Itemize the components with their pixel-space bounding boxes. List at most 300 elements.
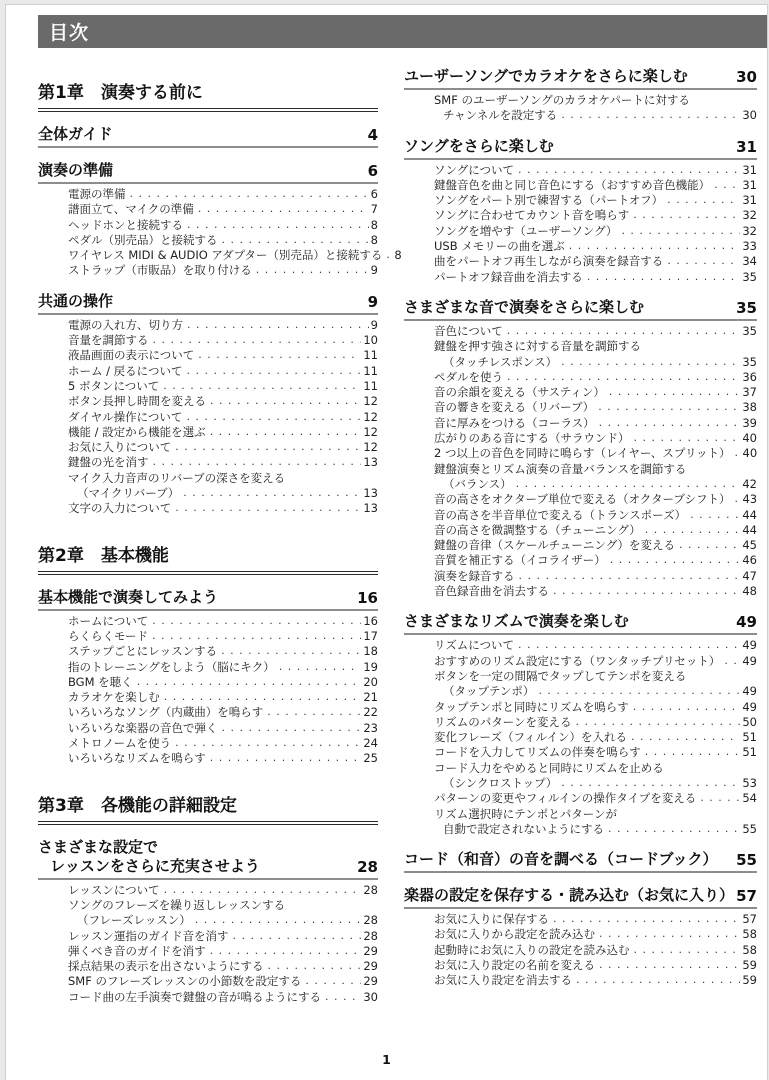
entry-text: 音色録音曲を消去する	[434, 584, 549, 599]
entry-text: ボタンを一定の間隔でタップしてテンポを変える	[434, 668, 687, 683]
entry-page: 43	[742, 492, 758, 507]
entry-text: 譜面立て、マイクの準備	[68, 202, 194, 217]
section-heading	[404, 612, 757, 635]
dot-leader	[712, 178, 740, 193]
dot-leader	[551, 584, 740, 599]
entry-page: 21	[363, 690, 378, 705]
entry-page: 13	[363, 455, 378, 470]
entry-text: ホーム / 戻るについて	[68, 363, 183, 378]
section-title-group	[404, 67, 688, 86]
toc-entry-continuation	[404, 477, 757, 492]
entry-text: リズムについて	[434, 638, 515, 653]
section-page: 57	[736, 887, 757, 906]
entry-page: 59	[742, 958, 757, 973]
dot-leader	[220, 233, 369, 248]
dot-leader	[208, 394, 361, 409]
dot-leader	[323, 990, 361, 1005]
section-page: 55	[736, 851, 757, 870]
entry-text: 文字の入力について	[68, 501, 172, 516]
toc-entry	[404, 492, 757, 507]
dot-leader	[193, 913, 362, 928]
section-title-line2: レッスンをさらに充実させよう	[50, 856, 260, 875]
toc-entry	[38, 318, 378, 333]
dot-leader	[516, 163, 740, 178]
entry-page: 12	[363, 440, 378, 455]
toc-entry	[38, 263, 378, 278]
entry-text-line2: 自動で設定されないようにする	[443, 821, 604, 836]
section-page: 30	[736, 68, 757, 86]
section-title: コード（和音）の音を調べる（コードブック）	[404, 850, 718, 869]
toc-column-right	[404, 54, 767, 1005]
toc-columns	[38, 54, 767, 1005]
dot-leader	[151, 455, 362, 470]
toc-entry	[38, 425, 378, 440]
toc-entry	[404, 638, 757, 653]
dot-leader	[631, 700, 741, 715]
dot-leader	[643, 745, 741, 760]
entry-page: 28	[363, 882, 378, 897]
toc-entry-continuation	[38, 913, 378, 928]
entry-text: 音の高さを半音単位で変える（トランスポーズ）	[434, 507, 687, 522]
toc-entry	[404, 730, 757, 745]
entry-page: 35	[742, 323, 757, 338]
entry-text: コードを入力してリズムの伴奏を鳴らす	[434, 745, 641, 760]
section-page: 28	[357, 857, 378, 876]
page-title: 目次	[49, 22, 90, 44]
toc-entry	[404, 745, 757, 760]
toc-entry	[38, 705, 378, 720]
dot-leader	[722, 654, 740, 669]
entry-page: 29	[363, 943, 378, 958]
toc-entry	[404, 973, 757, 988]
dot-leader	[208, 751, 362, 766]
entry-page: 24	[363, 736, 378, 751]
entry-text: 弾くべき音のガイドを消す	[68, 943, 206, 958]
dot-leader	[173, 736, 361, 751]
entry-page: 29	[363, 959, 378, 974]
dot-leader	[629, 730, 740, 745]
entry-text: おすすめのリズム設定にする（ワンタッチプリセット）	[434, 653, 721, 668]
entry-text-line2: チャンネルを設定する	[443, 108, 558, 123]
toc-entry	[38, 187, 378, 202]
section-title-group	[404, 137, 554, 156]
entry-text: パターンの変更やフィルインの操作タイプを変える	[434, 791, 697, 806]
toc-entry	[404, 569, 757, 584]
entry-page: 31	[742, 193, 757, 208]
entry-text: 音の高さをオクターブ単位で変える（オクターブシフト）	[434, 492, 731, 507]
entry-page: 20	[363, 674, 378, 689]
entry-page: 9	[370, 263, 378, 278]
chapter-heading: 第1章 演奏する前に	[38, 78, 378, 112]
entry-text: 電源の入れ方、切り方	[68, 317, 183, 332]
entry-text: ペダルを使う	[434, 369, 503, 384]
dot-leader	[162, 883, 362, 898]
dot-leader	[606, 822, 740, 837]
dot-leader	[184, 410, 361, 425]
entry-text: いろいろな楽器の音色で弾く	[68, 720, 218, 735]
section-title: 演奏の準備	[38, 161, 114, 179]
entry-text: 鍵盤の光を消す	[68, 455, 149, 470]
dot-leader	[161, 379, 361, 394]
entry-text: お気に入り設定の名前を変える	[434, 958, 595, 973]
entry-text-line2: （タッチレスポンス）	[443, 354, 558, 369]
entry-page: 19	[363, 659, 378, 674]
section-heading	[38, 588, 378, 611]
entry-text: ソングを増やす（ユーザーソング）	[434, 223, 618, 238]
entry-page: 34	[742, 254, 757, 269]
entry-page: 11	[363, 348, 378, 363]
toc-entry	[404, 943, 757, 958]
toc-entry-continuation	[38, 486, 378, 501]
toc-entry	[404, 93, 757, 108]
entry-page: 13	[363, 486, 378, 501]
entry-text: 鍵盤の音律（スケールチューニング）を変える	[434, 538, 676, 553]
section-title: ソングをさらに楽しむ	[404, 136, 554, 155]
entry-page: 51	[742, 745, 757, 760]
entry-text: 鍵盤演奏とリズム演奏の音量バランスを調節する	[434, 461, 687, 476]
entry-page: 49	[742, 653, 757, 668]
entry-text: ソングのフレーズを繰り返しレッスンする	[68, 897, 286, 912]
toc-entry-continuation	[404, 776, 757, 791]
toc-entry	[404, 416, 757, 431]
entry-page: 28	[363, 913, 378, 928]
dot-leader	[597, 927, 740, 942]
entry-text: 5 ボタンについて	[68, 378, 160, 393]
toc-entry	[404, 669, 757, 684]
toc-entry-continuation	[404, 355, 757, 370]
entry-text-line2: （フレーズレッスン）	[77, 913, 191, 928]
section-title: ユーザーソングでカラオケをさらに楽しむ	[404, 67, 688, 85]
entry-page: 8	[394, 248, 402, 263]
toc-entry	[404, 270, 757, 285]
entry-page: 45	[742, 538, 757, 553]
entry-text: ストラップ（市販品）を取り付ける	[68, 263, 252, 278]
toc-entry	[404, 446, 757, 461]
entry-page: 35	[742, 354, 757, 369]
entry-text: 鍵盤音色を曲と同じ音色にする（おすすめ音色機能）	[434, 177, 711, 192]
toc-entry	[38, 233, 378, 248]
entry-text: ホームについて	[68, 613, 149, 628]
section-title: 全体ガイド	[38, 125, 113, 143]
entry-text: お気に入りから設定を読み込む	[434, 927, 595, 942]
toc-entry	[404, 208, 757, 223]
toc-entry	[404, 700, 757, 715]
dot-leader	[185, 218, 369, 233]
toc-entry	[38, 248, 402, 263]
entry-page: 10	[363, 333, 378, 348]
toc-entry	[38, 883, 378, 898]
toc-entry	[404, 339, 757, 354]
entry-text: カラオケを楽しむ	[68, 690, 160, 705]
toc-entry	[38, 218, 378, 233]
entry-text-line2: （マイクリバーブ）	[77, 486, 180, 501]
entry-text: ソングをパート別で練習する（パートオフ）	[434, 193, 664, 208]
toc-entry-continuation	[404, 684, 757, 699]
toc-section	[38, 125, 378, 148]
dot-leader	[688, 508, 740, 523]
entry-page: 23	[363, 720, 378, 735]
page-number: 1	[382, 1052, 391, 1067]
dot-leader	[597, 958, 740, 973]
entry-text: リズム選択時にテンポとパターンが	[434, 806, 617, 821]
dot-leader	[574, 715, 741, 730]
entry-page: 54	[742, 791, 757, 806]
entry-text-line2: （シンクロストップ）	[443, 775, 558, 790]
toc-section	[38, 588, 378, 767]
section-title: さまざまな設定で	[38, 837, 159, 856]
dot-leader	[162, 690, 362, 705]
dot-leader	[219, 644, 361, 659]
entry-page: 8	[370, 217, 378, 232]
entry-page: 47	[742, 568, 757, 583]
entry-text: ソングに合わせてカウント音を鳴らす	[434, 208, 630, 223]
entry-page: 35	[742, 269, 757, 284]
toc-entry	[38, 929, 378, 944]
entry-page: 32	[742, 208, 757, 223]
toc-entry	[38, 736, 378, 751]
section-title-group	[38, 588, 218, 607]
dot-leader	[559, 776, 740, 791]
section-title-group	[404, 886, 735, 905]
toc-section	[404, 612, 757, 837]
entry-page: 6	[370, 187, 378, 201]
entry-text: BGM を聴く	[68, 674, 133, 689]
toc-entry	[404, 370, 757, 385]
toc-entry	[38, 440, 378, 455]
entry-page: 13	[363, 501, 378, 516]
entry-text: ボタン長押し時間を変える	[68, 394, 206, 409]
section-heading	[38, 838, 378, 880]
toc-entry	[38, 364, 378, 379]
dot-leader	[173, 440, 361, 455]
toc-entry	[38, 202, 378, 217]
toc-entry	[38, 751, 378, 766]
entry-page: 51	[742, 730, 757, 745]
dot-leader	[608, 553, 741, 568]
section-page: 16	[357, 588, 378, 607]
entry-page: 33	[742, 239, 757, 254]
dot-leader	[384, 248, 392, 263]
toc-entry	[38, 721, 378, 736]
toc-entry	[38, 379, 378, 394]
page-header	[38, 15, 767, 48]
section-heading	[404, 137, 757, 160]
toc-section	[38, 292, 378, 517]
dot-leader	[196, 202, 369, 217]
toc-entry	[38, 690, 378, 705]
toc-entry	[404, 791, 757, 806]
section-title: 共通の操作	[38, 291, 114, 310]
entry-text: 音に厚みをつける（コーラス）	[434, 415, 595, 430]
section-title-group	[38, 125, 113, 144]
toc-page	[5, 4, 768, 1080]
entry-page: 53	[742, 775, 757, 790]
entry-page: 49	[742, 699, 757, 714]
entry-text: 変化フレーズ（フィルイン）を入れる	[434, 730, 627, 745]
section-title-group	[404, 612, 629, 631]
dot-leader	[151, 333, 362, 348]
toc-entry	[404, 523, 757, 538]
section-title: 楽器の設定を保存する・読み込む（お気に入り）	[404, 886, 735, 905]
dot-leader	[632, 943, 741, 958]
toc-entry	[38, 501, 378, 516]
entry-text: ステップごとにレッスンする	[68, 644, 218, 659]
toc-entry	[38, 990, 378, 1005]
dot-leader	[677, 538, 740, 553]
entry-page: 58	[742, 927, 757, 942]
entry-page: 30	[742, 108, 757, 123]
dot-leader	[150, 614, 361, 629]
entry-page: 22	[363, 705, 378, 720]
toc-entry	[38, 644, 378, 659]
entry-text: 鍵盤を押す強さに対する音量を調節する	[434, 339, 641, 354]
entry-text: レッスンについて	[68, 882, 160, 897]
dot-leader	[733, 446, 741, 461]
entry-text: コード入力をやめると同時にリズムを止める	[434, 760, 664, 775]
toc-entry	[404, 538, 757, 553]
toc-entry	[38, 455, 378, 470]
toc-entry	[38, 471, 378, 486]
entry-page: 44	[742, 522, 757, 537]
toc-entry	[404, 654, 757, 669]
entry-page: 25	[363, 751, 378, 766]
dot-leader	[265, 705, 361, 720]
entry-page: 58	[742, 942, 757, 957]
chapter-heading: 第3章 各機能の詳細設定	[38, 791, 378, 825]
section-page: 4	[367, 126, 378, 144]
entry-page: 17	[363, 628, 378, 643]
entry-text: 採点結果の表示を出さないようにする	[68, 959, 264, 974]
entry-page: 30	[363, 989, 378, 1004]
entry-text-line2: （バランス）	[443, 476, 512, 491]
section-heading	[404, 850, 757, 873]
entry-page: 59	[742, 973, 757, 988]
toc-entry	[38, 898, 378, 913]
section-heading	[38, 125, 378, 148]
entry-text: 音質を補正する（イコライザー）	[434, 553, 606, 568]
entry-text: マイク入力音声のリバーブの深さを変える	[68, 470, 286, 485]
dot-leader	[505, 370, 740, 385]
entry-page: 49	[742, 684, 757, 699]
dot-leader	[665, 254, 740, 269]
toc-entry	[404, 508, 757, 523]
entry-text: お気に入りについて	[68, 440, 172, 455]
dot-leader	[181, 486, 361, 501]
entry-text: お気に入り設定を消去する	[434, 973, 572, 988]
entry-page: 40	[742, 431, 757, 446]
entry-page: 55	[742, 821, 757, 836]
section-heading	[38, 161, 378, 184]
dot-leader	[208, 425, 362, 440]
toc-entry	[404, 239, 757, 254]
entry-text: らくらくモード	[68, 628, 149, 643]
column-gap	[378, 54, 404, 1005]
entry-text: 音の余韻を変える（サスティン）	[434, 385, 605, 400]
entry-page: 46	[742, 553, 757, 568]
entry-text: 起動時にお気に入りの設定を読み込む	[434, 942, 630, 957]
toc-section	[404, 850, 757, 873]
toc-entry	[38, 675, 378, 690]
entry-text-line2: （タップテンポ）	[443, 684, 535, 699]
toc-entry	[38, 959, 378, 974]
entry-page: 36	[742, 369, 757, 384]
toc-entry	[404, 224, 757, 239]
entry-text: ワイヤレス MIDI & AUDIO アダプター（別売品）と接続する	[68, 248, 383, 263]
toc-entry	[38, 348, 378, 363]
entry-page: 9	[370, 317, 378, 332]
section-title-group	[404, 850, 718, 869]
entry-page: 31	[742, 177, 757, 192]
entry-page: 11	[363, 363, 378, 378]
entry-page: 38	[742, 400, 757, 415]
entry-page: 29	[363, 974, 378, 989]
section-page: 6	[367, 162, 378, 180]
entry-text: 曲をパートオフ再生しながら演奏を録音する	[434, 254, 664, 269]
section-title-group	[38, 161, 113, 180]
entry-text: ソングについて	[434, 162, 515, 177]
entry-text: 音の高さを微調整する（チューニング）	[434, 522, 641, 537]
entry-page: 39	[742, 415, 757, 430]
dot-leader	[597, 416, 741, 431]
section-title: さまざまなリズムで演奏を楽しむ	[404, 612, 629, 631]
entry-text: USB メモリーの曲を選ぶ	[434, 239, 565, 254]
toc-section	[404, 886, 757, 988]
dot-leader	[184, 364, 361, 379]
dot-leader	[698, 791, 740, 806]
dot-leader	[150, 629, 361, 644]
entry-page: 16	[363, 613, 378, 628]
section-title-group	[38, 838, 260, 876]
section-page: 35	[736, 298, 757, 317]
toc-entry	[38, 974, 378, 989]
entry-text: レッスン運指のガイド音を消す	[68, 928, 229, 943]
dot-leader	[516, 638, 740, 653]
dot-leader	[173, 501, 361, 516]
entry-page: 12	[363, 409, 378, 424]
toc-entry	[404, 400, 757, 415]
entry-page: 48	[742, 584, 757, 599]
dot-leader	[208, 944, 362, 959]
entry-text: 演奏を録音する	[434, 568, 515, 583]
dot-leader	[631, 208, 740, 223]
entry-page: 50	[742, 714, 757, 729]
dot-leader	[220, 721, 362, 736]
entry-page: 12	[363, 424, 378, 439]
toc-entry	[404, 807, 757, 822]
toc-column-left	[38, 54, 402, 1005]
entry-text: メトロノームを使う	[68, 736, 172, 751]
entry-text: ダイヤル操作について	[68, 409, 183, 424]
toc-entry	[404, 584, 757, 599]
toc-entry	[404, 958, 757, 973]
dot-leader	[665, 193, 740, 208]
toc-entry-continuation	[404, 822, 757, 837]
section-page: 31	[736, 137, 757, 156]
dot-leader	[643, 523, 741, 538]
dot-leader	[514, 477, 741, 492]
entry-page: 49	[742, 638, 757, 653]
entry-page: 40	[742, 446, 758, 461]
chapter-heading: 第2章 基本機能	[38, 541, 378, 575]
toc-entry	[38, 333, 378, 348]
entry-text: タップテンポと同時にリズムを鳴らす	[434, 699, 629, 714]
toc-entry	[404, 178, 757, 193]
entry-text: 指のトレーニングをしよう（脳にキク）	[68, 659, 275, 674]
entry-text: いろいろなリズムを鳴らす	[68, 751, 206, 766]
section-title: 基本機能で演奏してみよう	[38, 587, 219, 606]
section-heading	[38, 292, 378, 315]
entry-text: リズムのパターンを変える	[434, 714, 572, 729]
